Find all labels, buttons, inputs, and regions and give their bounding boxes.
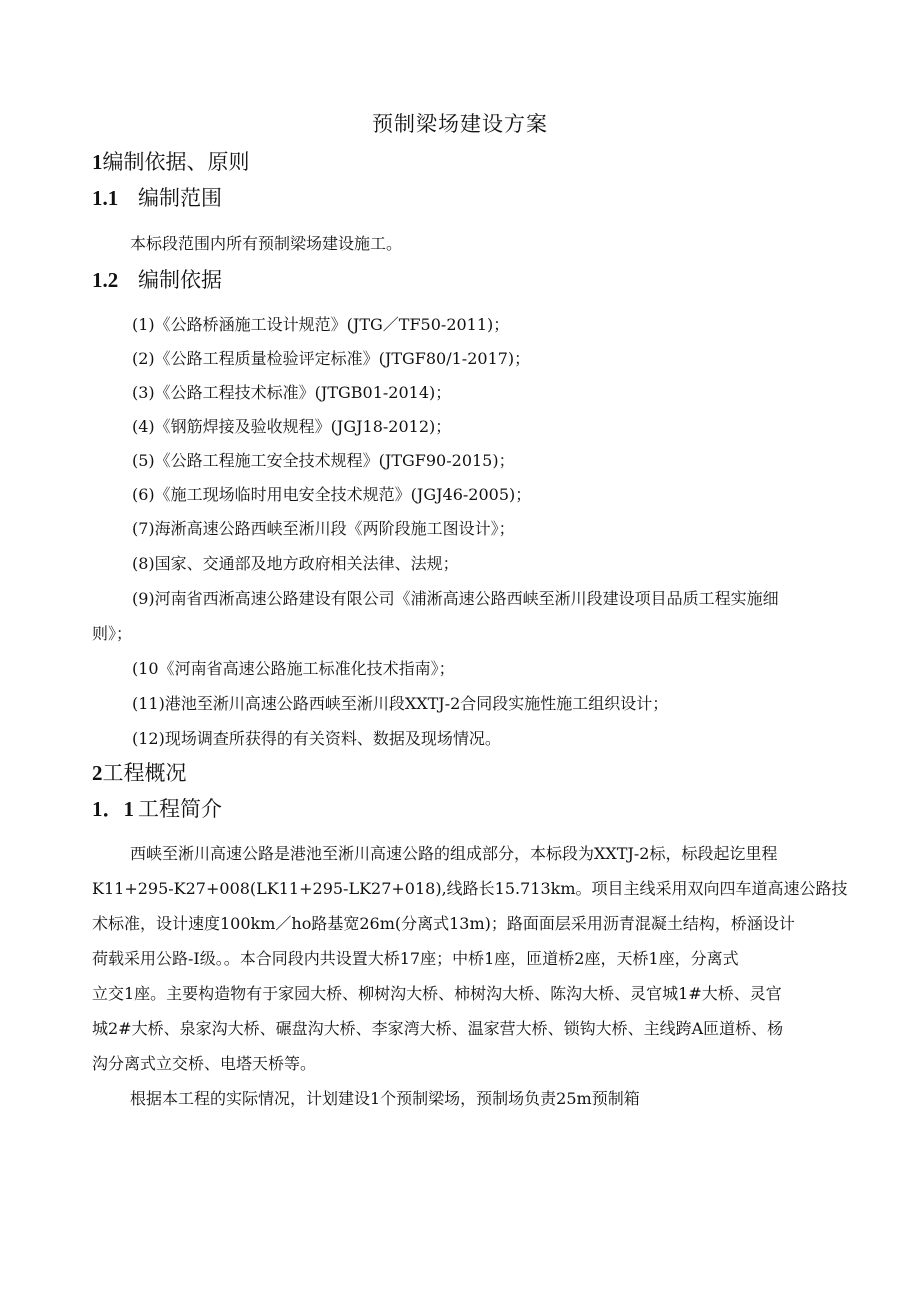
overview-paragraph-line: 立交1座。主要构造物有于家园大桥、柳树沟大桥、柿树沟大桥、陈沟大桥、灵官城1#大桥、灵官: [92, 984, 782, 1003]
document-title: 预制梁场建设方案: [372, 112, 548, 136]
section-1-2-heading: [92, 264, 222, 294]
overview-paragraph-line: 城2#大桥、泉家沟大桥、碾盘沟大桥、李家湾大桥、温家营大桥、锁钩大桥、主线跨A匝道桥、杨: [92, 1019, 784, 1038]
reference-item: (12)现场调查所获得的有关资料、数据及现场情况。: [132, 729, 501, 748]
section-title: 编制依据: [138, 268, 222, 292]
overview-paragraph-line: 术标准，设计速度100km／ho路基宽26m(分离式13m)；路面面层采用沥青混凝土结构，桥涵设计: [92, 914, 795, 933]
section-title: 工程简介: [138, 797, 222, 821]
reference-item: (8)国家、交通部及地方政府相关法律、法规；: [132, 554, 459, 573]
reference-item: (10《河南省高速公路施工标准化技术指南》；: [132, 659, 455, 678]
reference-item: (1)《公路桥涵施工设计规范》(JTG／TF50-2011)；: [132, 315, 510, 334]
reference-item: (9)河南省西淅高速公路建设有限公司《浦淅高速公路西峡至淅川段建设项目品质工程实施细: [132, 589, 779, 608]
section-number: 1: [92, 150, 103, 174]
reference-item: (5)《公路工程施工安全技术规程》(JTGF90-2015)；: [132, 451, 515, 470]
overview-paragraph-line: 沟分离式立交桥、电塔天桥等。: [92, 1054, 317, 1073]
section-title: 编制依据、原则: [102, 150, 250, 174]
reference-item: (4)《钢筋焊接及验收规程》(JGJ18-2012)；: [132, 417, 452, 436]
reference-item: (11)港池至淅川高速公路西峡至淅川段XXTJ-2合同段实施性施工组织设计；: [132, 694, 669, 713]
overview-paragraph-line: K11+295-K27+008(LK11+295-LK27+018),线路长15.713km。项目主线采用双向四车道高速公路技: [92, 879, 848, 898]
scope-paragraph: 本标段范围内所有预制梁场建设施工。: [130, 234, 403, 253]
overview-paragraph-line: 西峡至淅川高速公路是港池至淅川高速公路的组成部分，本标段为XXTJ-2标，标段起讫里程: [130, 844, 778, 863]
section-1-1-heading: [92, 182, 222, 212]
reference-item: (6)《施工现场临时用电安全技术规范》(JGJ46-2005)；: [132, 485, 532, 504]
section-number: 2: [92, 761, 103, 785]
reference-item: (2)《公路工程质量检验评定标准》(JTGF80/1-2017)；: [132, 349, 531, 368]
section-1-heading: [92, 146, 250, 176]
section-number: 1．1: [92, 797, 134, 821]
reference-item: (7)海淅高速公路西峡至淅川段《两阶段施工图设计》；: [132, 519, 515, 538]
section-title: 工程概况: [102, 761, 187, 785]
section-2-1-heading: [92, 793, 222, 823]
plan-paragraph: 根据本工程的实际情况，计划建设1个预制梁场，预制场负责25m预制箱: [130, 1089, 640, 1108]
section-number: 1.1: [92, 186, 119, 210]
section-title: 编制范围: [138, 186, 222, 210]
section-number: 1.2: [92, 268, 119, 292]
reference-item: (3)《公路工程技术标准》(JTGB01-2014)；: [132, 383, 452, 402]
section-2-heading: [92, 757, 187, 787]
reference-item-continuation: 则》；: [92, 624, 133, 643]
overview-paragraph-line: 荷载采用公路-I级。。本合同段内共设置大桥17座；中桥1座，匝道桥2座，天桥1座，分离式: [92, 949, 739, 968]
